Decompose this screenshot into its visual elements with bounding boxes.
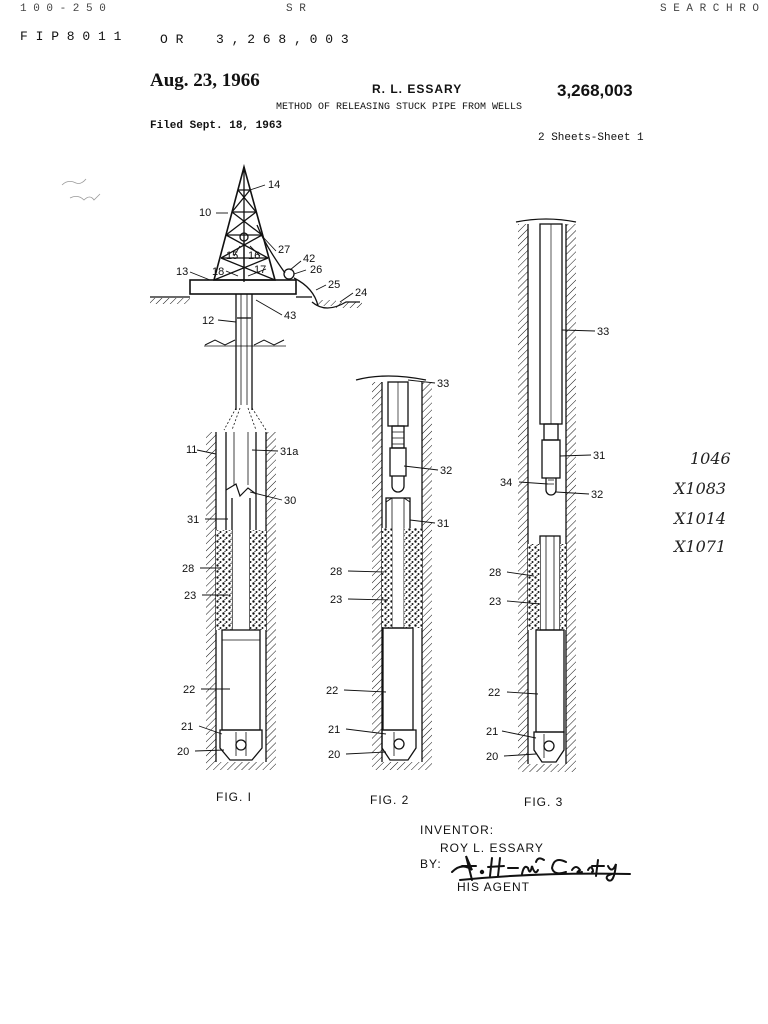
- fig1-ref-20: 20: [177, 746, 190, 758]
- stamp-top-left: 1 0 0 - 2 5 0: [20, 3, 106, 15]
- fig1-ref-21: 21: [181, 721, 194, 733]
- by-label: BY:: [420, 857, 442, 871]
- fig1-caption: FIG. I: [216, 790, 252, 804]
- fig1-ref-25: 25: [328, 279, 341, 291]
- fig2-ref-21: 21: [328, 724, 341, 736]
- fig1-ref-14: 14: [268, 179, 281, 191]
- fig1-ref-11: 11: [186, 444, 198, 456]
- fig3-ref-23: 23: [489, 596, 502, 608]
- fig1-ref-12: 12: [202, 315, 215, 327]
- fig1-ref-22: 22: [183, 684, 196, 696]
- fig1-ref-42: 42: [303, 253, 316, 265]
- margin-note-4: X1071: [674, 537, 727, 556]
- fig1-ref-43: 43: [284, 310, 297, 322]
- fig3-ref-21: 21: [486, 726, 499, 738]
- fig2-ref-32: 32: [440, 465, 453, 477]
- fig2-ref-28: 28: [330, 566, 343, 578]
- inventor-header: R. L. ESSARY: [372, 82, 463, 96]
- sheet-count: 2 Sheets-Sheet 1: [538, 132, 644, 144]
- fig2-ref-31: 31: [437, 518, 450, 530]
- fig1-ref-10: 10: [199, 207, 212, 219]
- agent-role: HIS AGENT: [457, 880, 531, 894]
- fig1-ref-28: 28: [182, 563, 195, 575]
- fig1-ref-23: 23: [184, 590, 197, 602]
- margin-stamp-mark: [62, 179, 100, 200]
- fig2-caption: FIG. 2: [370, 793, 410, 807]
- fig1-ref-24: 24: [355, 287, 368, 299]
- inventor-label: INVENTOR:: [420, 823, 495, 837]
- fig3-ref-33: 33: [597, 326, 610, 338]
- patent-date: Aug. 23, 1966: [150, 70, 260, 91]
- agent-signature: [452, 856, 630, 881]
- patent-number: 3,268,003: [557, 81, 633, 100]
- fig3-drawing: [516, 219, 576, 772]
- fig1-ref-27: 27: [278, 244, 291, 256]
- fig1-ref-17: 17: [254, 264, 267, 276]
- fig1-ref-31: 31: [187, 514, 200, 526]
- margin-note-2: X1083: [674, 479, 727, 498]
- fig1-ref-30: 30: [284, 495, 297, 507]
- fig3-ref-20: 20: [486, 751, 499, 763]
- fig2-drawing: [356, 376, 432, 770]
- stamp-class-code: F I P 8 0 1 1: [20, 29, 122, 44]
- fig1-ref-16: 16: [248, 250, 261, 262]
- fig3-ref-34: 34: [500, 477, 513, 489]
- fig3-ref-32: 32: [591, 489, 604, 501]
- fig3-ref-22: 22: [488, 687, 501, 699]
- fig2-ref-20: 20: [328, 749, 341, 761]
- stamp-top-center: S R: [286, 3, 306, 15]
- stamp-or-number: 3 , 2 6 8 , 0 0 3: [216, 32, 349, 47]
- fig3-ref-28: 28: [489, 567, 502, 579]
- filed-date: Filed Sept. 18, 1963: [150, 120, 283, 132]
- fig1-ref-18: 18: [212, 266, 225, 278]
- margin-note-1: 1046: [690, 449, 731, 468]
- fig1-ref-26: 26: [310, 264, 323, 276]
- fig2-ref-33: 33: [437, 378, 450, 390]
- inventor-full-name: ROY L. ESSARY: [440, 841, 544, 855]
- fig1-ref-31a: 31a: [280, 446, 299, 458]
- fig1-ref-13: 13: [176, 266, 189, 278]
- stamp-or-label: O R: [160, 32, 184, 47]
- stamp-top-right: S E A R C H R O: [660, 3, 760, 15]
- fig3-caption: FIG. 3: [524, 795, 564, 809]
- margin-note-3: X1014: [674, 509, 727, 528]
- fig1-ref-15: 15: [226, 250, 239, 262]
- fig2-ref-22: 22: [326, 685, 339, 697]
- fig3-ref-31: 31: [593, 450, 606, 462]
- fig2-ref-23: 23: [330, 594, 343, 606]
- patent-title: METHOD OF RELEASING STUCK PIPE FROM WELLS: [276, 102, 523, 113]
